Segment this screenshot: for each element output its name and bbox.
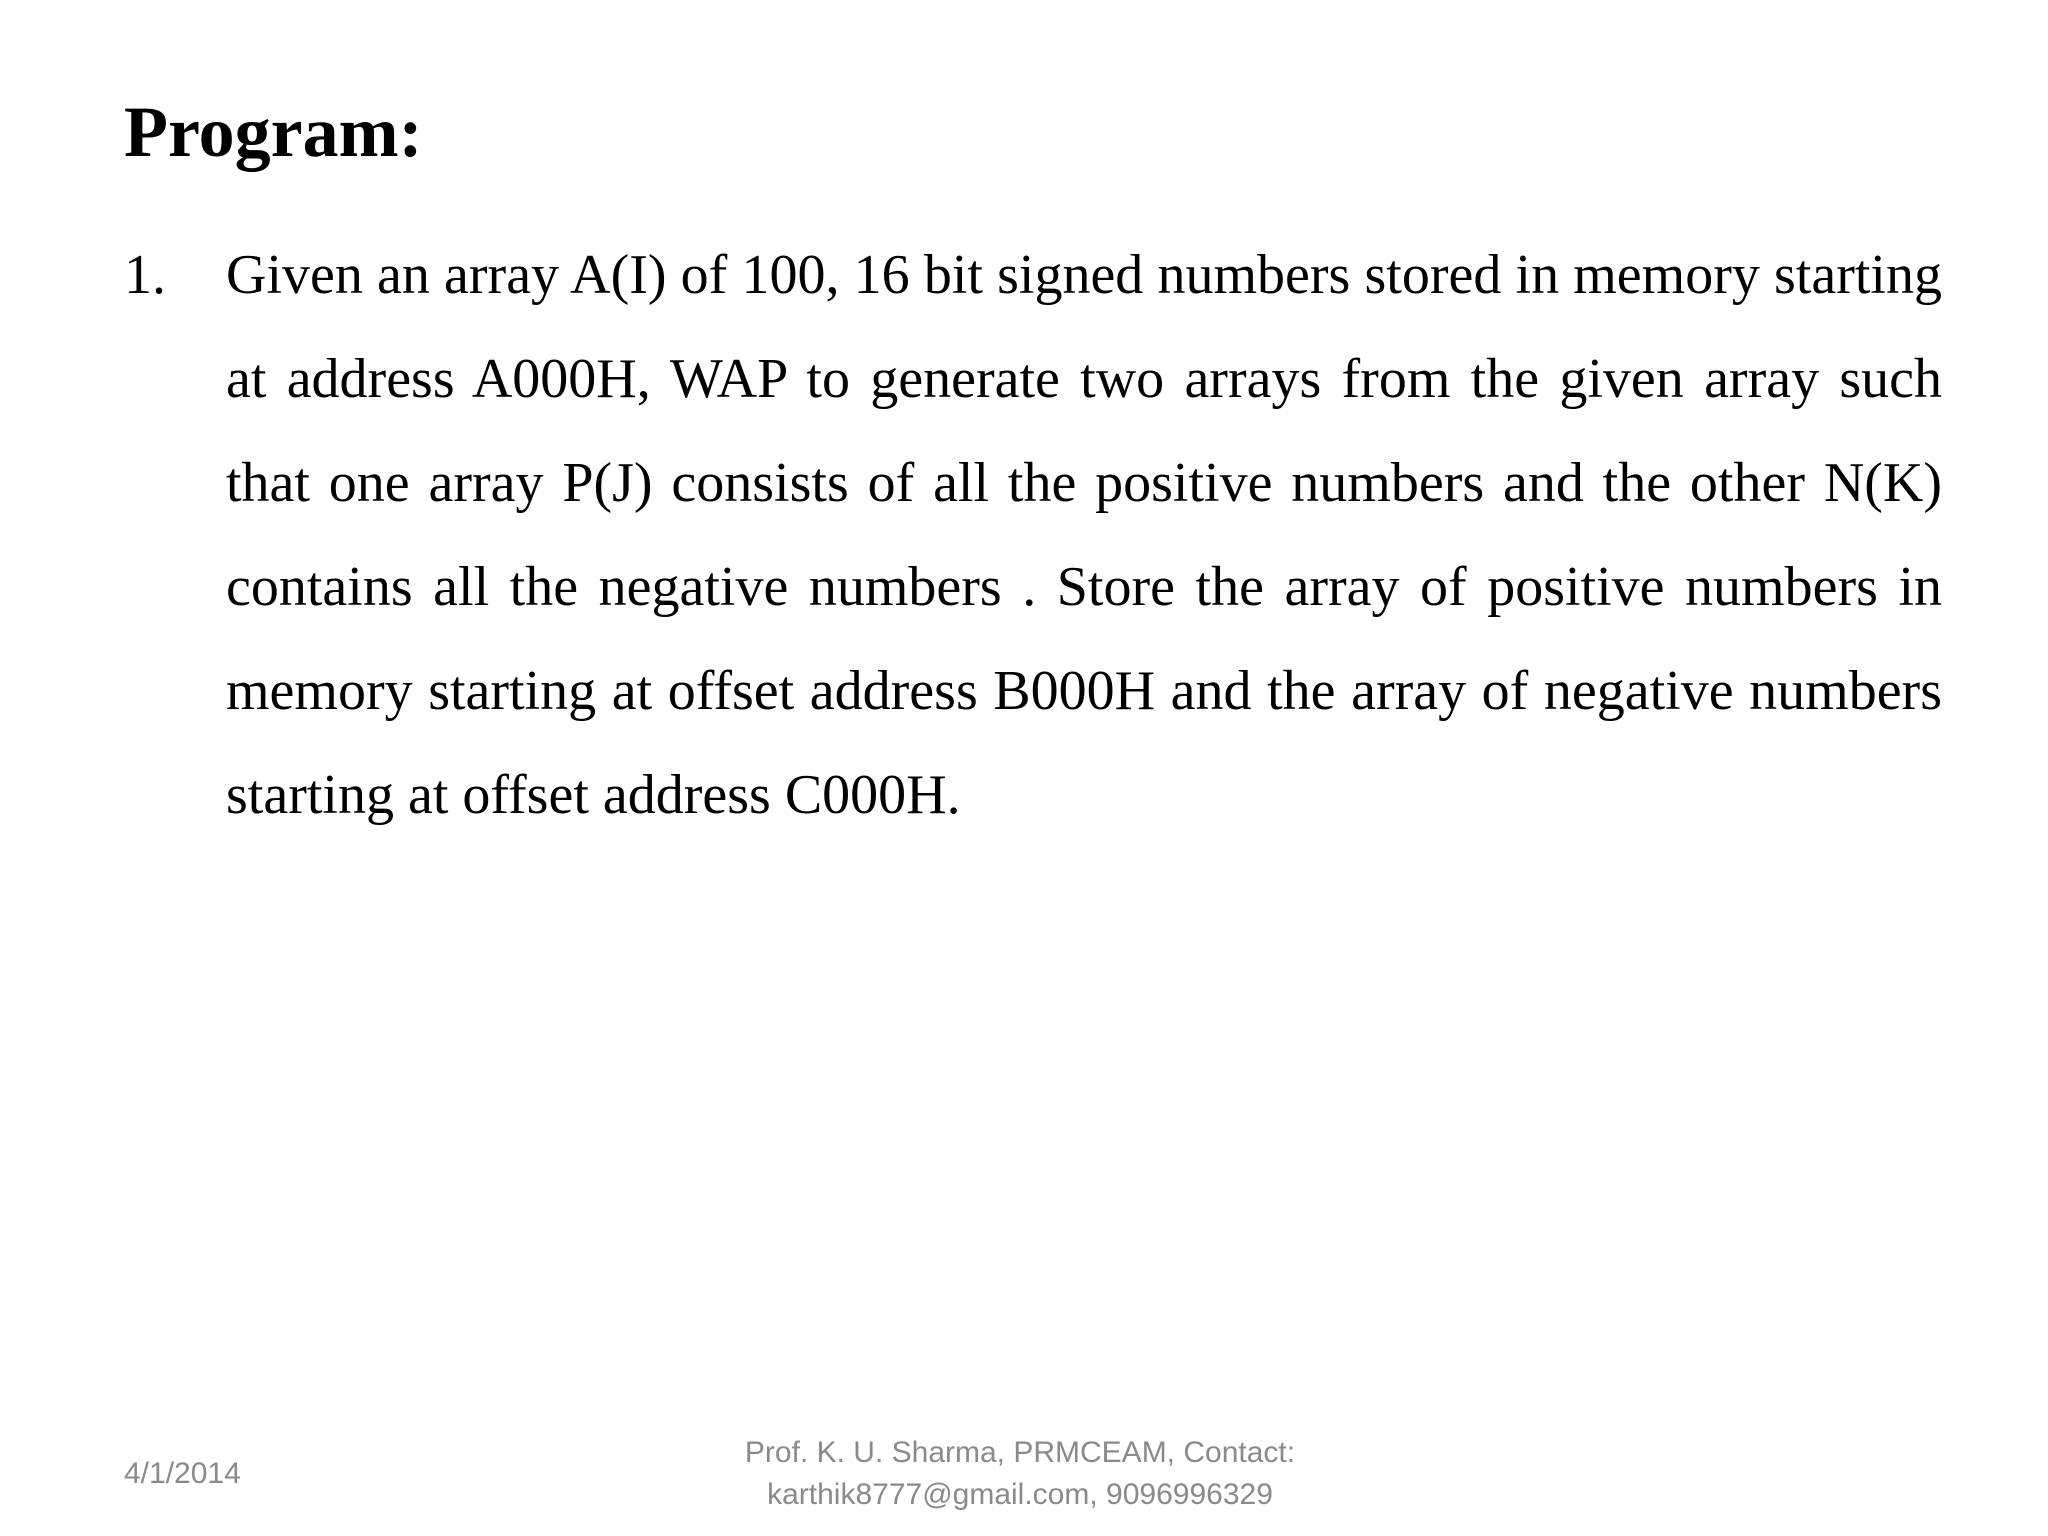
list-item-number: 1.	[124, 244, 166, 306]
list-item	[124, 223, 1942, 847]
problem-list	[124, 223, 1942, 847]
footer-credit	[620, 1432, 1420, 1516]
footer-credit-line-1: Prof. K. U. Sharma, PRMCEAM, Contact:	[744, 1436, 1296, 1469]
footer-credit-line-2: karthik8777@gmail.com, 9096996329	[767, 1478, 1273, 1511]
slide-title: Program:	[124, 92, 423, 172]
footer-date: 4/1/2014	[124, 1457, 241, 1490]
list-item-text: Given an array A(I) of 100, 16 bit signed numbers stored in memory starting at address A000H, WAP to generate two arrays from the given array such that one array P(J) consists of all the positive numbers and the other N(K) contains all the negative numbers . Store the array of positive numbers in memory starting at offset address B000H and the array of negative numbers starting at offset address C000H.	[226, 244, 1942, 826]
